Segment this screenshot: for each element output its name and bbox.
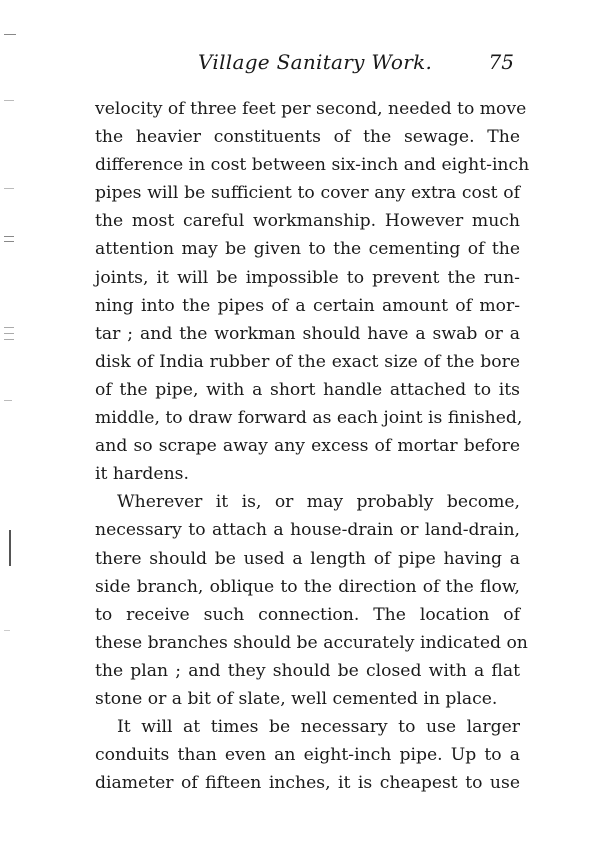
text-line: difference in cost between six-inch and eight-inch (95, 155, 530, 176)
page-header (95, 50, 520, 80)
text-line: the plan ; and they should be closed with a flat (95, 660, 520, 681)
text-line: velocity of three feet per second, needed to move (95, 99, 527, 119)
text-line: of the pipe, with a short handle attached to its (95, 379, 520, 400)
margin-tick (4, 327, 14, 328)
text-line: middle, to draw forward as each joint is finished, (95, 408, 523, 429)
left-margin-marks (0, 0, 20, 843)
text-line: Wherever it is, or may probably become, (117, 492, 520, 513)
running-title: Village Sanitary Work. (198, 50, 433, 74)
margin-tick (4, 400, 12, 401)
text-line: stone or a bit of slate, well cemented in place. (95, 688, 498, 709)
text-line: and so scrape away any excess of mortar before (95, 436, 520, 457)
text-line: there should be used a length of pipe having a (95, 548, 520, 569)
body-text (95, 95, 530, 797)
margin-tick (4, 241, 14, 242)
text-line: disk of India rubber of the exact size of the bore (95, 351, 520, 372)
text-line: necessary to attach a house-drain or land-drain, (95, 520, 520, 541)
text-line: the most careful workmanship. However much (95, 211, 520, 232)
margin-tick (4, 236, 14, 237)
text-line: pipes will be sufficient to cover any extra cost of (95, 183, 520, 204)
text-line: attention may be given to the cementing of the (95, 239, 520, 260)
margin-tick (4, 188, 14, 189)
text-line: side branch, oblique to the direction of the flow, (95, 576, 520, 597)
margin-tick (4, 630, 10, 631)
text-line: conduits than even an eight-inch pipe. Up to a (95, 745, 520, 766)
margin-tick (4, 339, 14, 340)
margin-tick (4, 34, 16, 35)
text-line: tar ; and the workman should have a swab or a (95, 323, 520, 344)
page-number: 75 (488, 50, 514, 74)
margin-tick (4, 333, 14, 334)
text-line: these branches should be accurately indicated on (95, 632, 528, 653)
text-line: ning into the pipes of a certain amount of mor- (95, 295, 520, 316)
text-line: to receive such connection. The location of (95, 604, 520, 625)
text-line: It will at times be necessary to use larger (117, 717, 520, 738)
text-line: the heavier constituents of the sewage. The (95, 127, 520, 148)
margin-ornament (9, 530, 11, 566)
text-line: joints, it will be impossible to prevent the run- (95, 267, 520, 288)
text-line: diameter of fifteen inches, it is cheapest to use (95, 773, 520, 794)
margin-tick (4, 100, 14, 101)
text-line: it hardens. (95, 464, 189, 485)
